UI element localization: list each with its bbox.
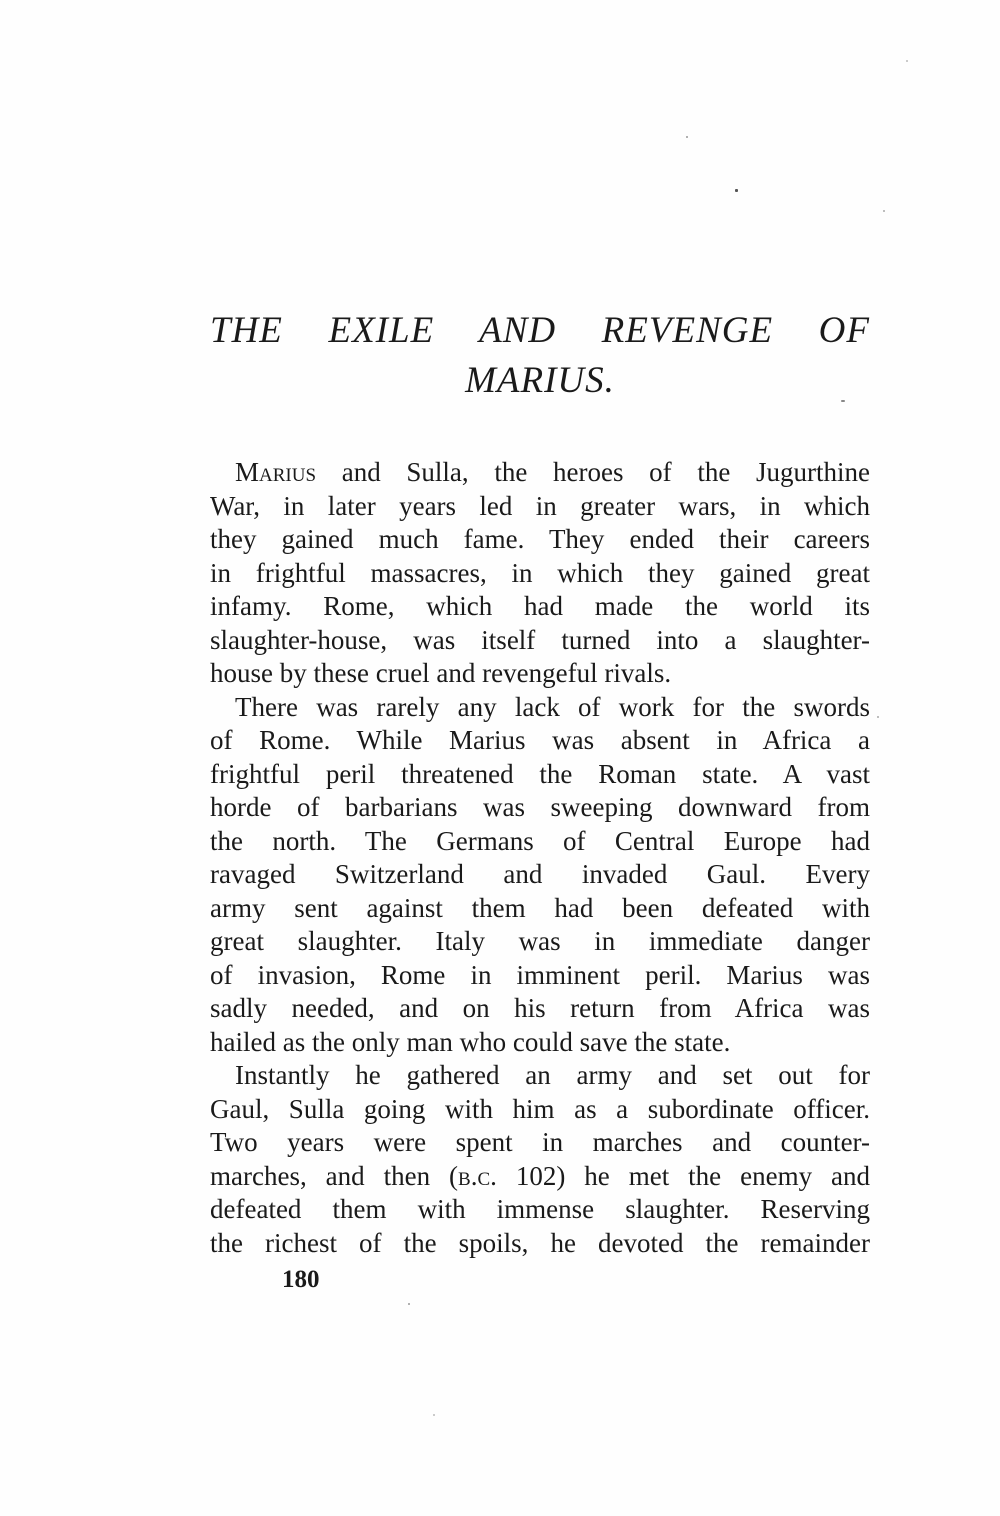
page-number: 180	[282, 1266, 320, 1293]
text-line: defeated them with immense slaughter. Reserving	[210, 1194, 870, 1224]
text-line: Two years were spent in marches and counter-	[210, 1127, 870, 1157]
text-block	[210, 306, 870, 1294]
scan-speck	[906, 60, 908, 62]
scan-speck	[877, 716, 879, 718]
text-line: in frightful massacres, in which they gained great	[210, 557, 870, 588]
text-segment: and Sulla, the heroes of the Jugurthine	[316, 457, 870, 487]
scan-speck	[408, 1303, 410, 1305]
scan-speck	[841, 400, 845, 402]
text-line: the richest of the spoils, he devoted the remainder	[210, 1227, 870, 1258]
text-line: army sent against them had been defeated with	[210, 892, 870, 923]
chapter-title-line-2: MARIUS.	[465, 360, 615, 401]
text-line: they gained much fame. They ended their careers	[210, 524, 870, 554]
text-line: great slaughter. Italy was in immediate danger	[210, 926, 870, 956]
text-line: War, in later years led in greater wars, in which	[210, 490, 870, 521]
text-line: Gaul, Sulla going with him as a subordinate officer.	[210, 1093, 870, 1124]
text-line: slaughter-house, was itself turned into a slaughter-	[210, 624, 870, 655]
scan-speck	[735, 189, 738, 192]
text-segment: marches, and then (	[210, 1160, 459, 1191]
text-line: ravaged Switzerland and invaded Gaul. Every	[210, 859, 870, 889]
text-line: hailed as the only man who could save the state.	[210, 1026, 731, 1057]
text-line: of Rome. While Marius was absent in Africa a	[210, 725, 870, 755]
small-caps-text: Marius	[235, 457, 317, 487]
chapter-title-line-1: THE EXILE AND REVENGE OF	[210, 310, 870, 351]
text-line: sadly needed, and on his return from Africa was	[210, 993, 870, 1023]
text-line: infamy. Rome, which had made the world its	[210, 591, 870, 621]
text-line: the north. The Germans of Central Europe had	[210, 825, 870, 856]
small-caps-text: b.c.	[458, 1160, 497, 1191]
paragraph	[210, 691, 870, 1060]
text-line: There was rarely any lack of work for the swords	[235, 691, 870, 722]
text-segment: 102) he met the enemy and	[496, 1160, 870, 1191]
paragraph	[210, 1059, 870, 1260]
scan-speck	[686, 136, 688, 138]
paragraph	[210, 456, 870, 691]
text-line	[210, 456, 870, 490]
body-text	[210, 456, 870, 1260]
text-line: Instantly he gathered an army and set out for	[235, 1060, 870, 1090]
text-line	[210, 1160, 870, 1194]
text-line: horde of barbarians was sweeping downward from	[210, 792, 870, 822]
chapter-title	[210, 306, 870, 406]
text-line: of invasion, Rome in imminent peril. Marius was	[210, 959, 870, 990]
scan-speck	[883, 210, 885, 212]
text-line: house by these cruel and revengeful rivals.	[210, 658, 672, 688]
text-line: frightful peril threatened the Roman state. A vast	[210, 758, 870, 789]
scan-speck	[433, 1414, 435, 1416]
